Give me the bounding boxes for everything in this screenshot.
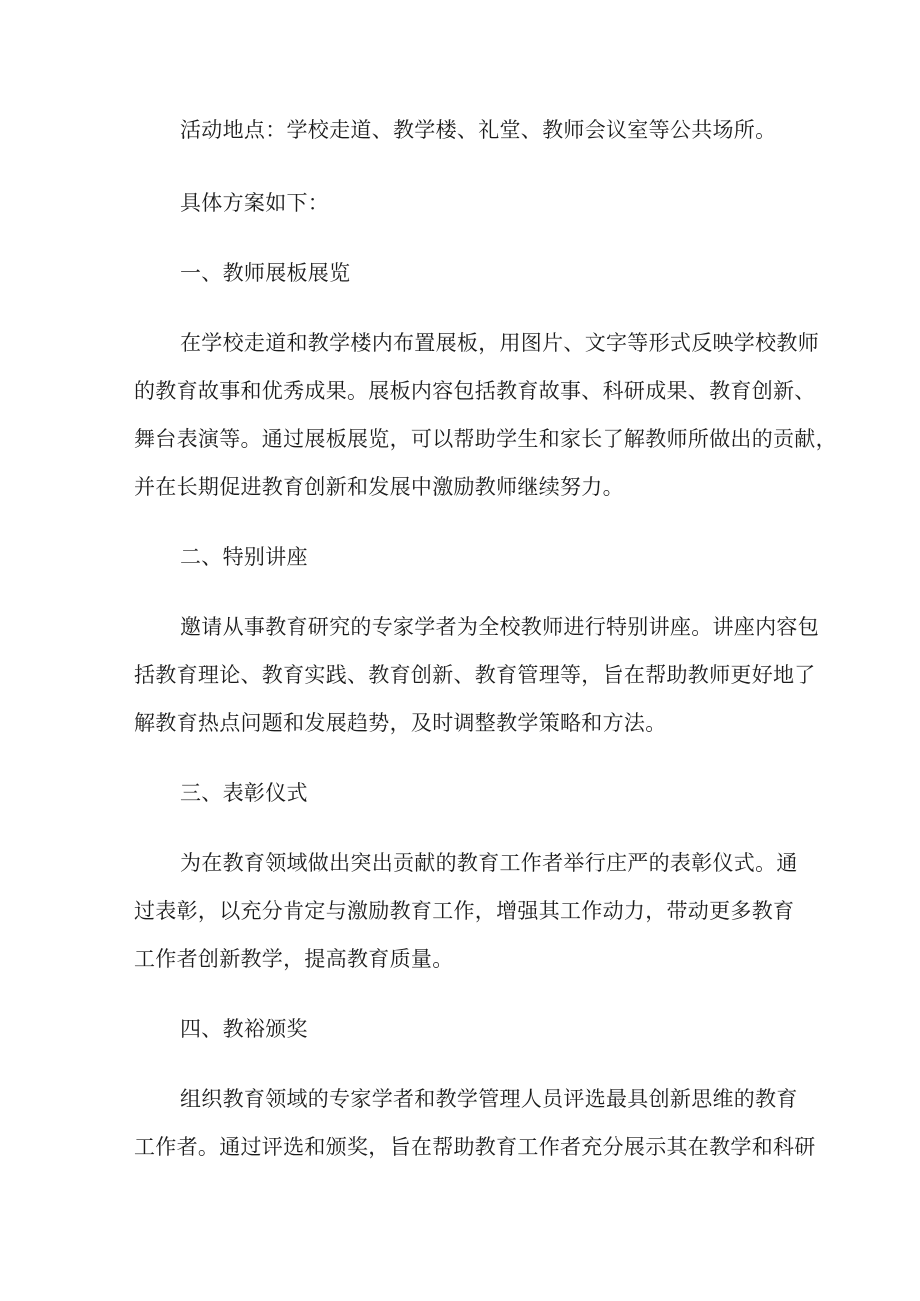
section-heading-4: 四、教裕颁奖 — [180, 1017, 308, 1041]
location-paragraph: 活动地点：学校走道、教学楼、礼堂、教师会议室等公共场所。 — [180, 118, 777, 142]
section-4-line-2: 工作者。通过评选和颁奖，旨在帮助教育工作者充分展示其在教学和科研 — [134, 1135, 816, 1159]
section-4-line-1: 组织教育领域的专家学者和教学管理人员评选最具创新思维的教育 — [180, 1087, 798, 1111]
section-heading-3: 三、表彰仪式 — [180, 781, 308, 805]
section-1-line-4: 并在长期促进教育创新和发展中激励教师继续努力。 — [134, 475, 624, 499]
intro-paragraph: 具体方案如下： — [180, 191, 330, 215]
section-1-line-2: 的教育故事和优秀成果。展板内容包括教育故事、科研成果、教育创新、 — [134, 379, 816, 403]
section-heading-2: 二、特别讲座 — [180, 545, 308, 569]
section-1-line-3: 舞台表演等。通过展板展览，可以帮助学生和家长了解教师所做出的贡献， — [134, 427, 837, 451]
section-3-line-1: 为在教育领域做出突出贡献的教育工作者举行庄严的表彰仪式。通 — [180, 851, 798, 875]
section-2-line-3: 解教育热点问题和发展趋势，及时调整教学策略和方法。 — [134, 711, 667, 735]
section-3-line-3: 工作者创新教学，提高教育质量。 — [134, 947, 454, 971]
section-1-line-1: 在学校走道和教学楼内布置展板，用图片、文字等形式反映学校教师 — [180, 331, 819, 355]
section-3-line-2: 过表彰，以充分肯定与激励教育工作，增强其工作动力，带动更多教育 — [134, 899, 795, 923]
section-2-line-2: 括教育理论、教育实践、教育创新、教育管理等，旨在帮助教师更好地了 — [134, 663, 816, 687]
section-heading-1: 一、教师展板展览 — [180, 261, 351, 285]
section-2-line-1: 邀请从事教育研究的专家学者为全校教师进行特别讲座。讲座内容包 — [180, 615, 819, 639]
